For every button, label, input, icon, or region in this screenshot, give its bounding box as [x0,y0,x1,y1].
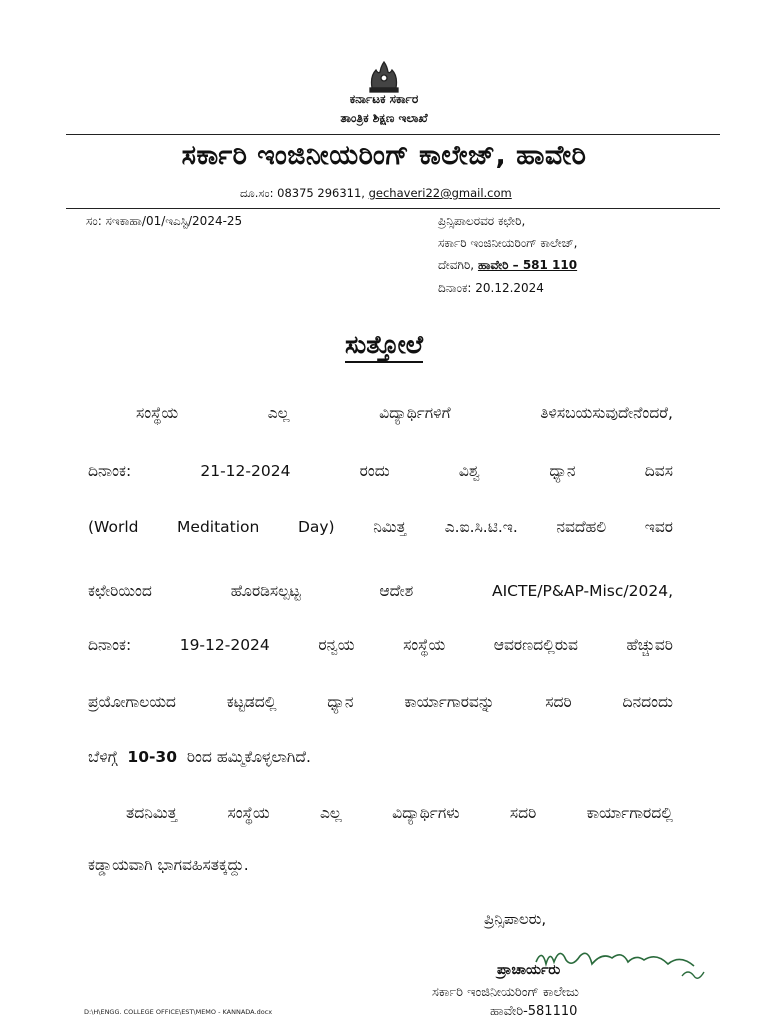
word: ವಿದ್ಯಾರ್ಥಿಗಳಿಗೆ [379,404,451,422]
body-line [88,636,673,655]
word: ಸಂಸ್ಥೆಯ [136,404,179,422]
address-line: ಸರ್ಕಾರಿ ಇಂಜಿನೀಯರಿಂಗ್ ಕಾಲೇಜ್, [438,236,578,250]
word: ರಂದು [359,462,390,480]
word: ಧ್ಯಾನ [327,693,354,711]
college-seal-line: ಸರ್ಕಾರಿ ಇಂಜಿನೀಯರಿಂಗ್ ಕಾಲೇಜು [432,985,579,1000]
divider [66,208,720,209]
address-city-pin: ಹಾವೇರಿ – 581 110 [477,258,578,272]
word: ಸದರಿ [545,693,572,711]
body-line [88,693,673,712]
word: ಬೆಳಿಗ್ಗೆ [88,748,118,766]
department-name: ತಾಂತ್ರಿಕ ಶಿಕ್ಷಣ ಇಲಾಖೆ [340,111,428,125]
word: ಎ.ಐ.ಸಿ.ಟಿ.ಇ. [444,518,518,536]
word: ಆದೇಶ [379,582,414,600]
heading-text: ಸುತ್ತೋಲೆ [345,330,423,363]
government-emblem-icon [366,58,402,96]
word: ತಿಳಿಸಬಯಸುವುದೇನೆಂದರೆ, [540,404,673,422]
word: AICTE/P&AP-Misc/2024, [492,582,673,600]
word: ಭಾಗವಹಿಸತಕ್ಕದ್ದು. [157,856,249,874]
word: Day) [297,518,335,536]
word: ಧ್ಯಾನ [549,462,576,480]
word: ದಿನದಂದು [622,693,673,711]
word: ಕಛೇರಿಯಿಂದ [88,582,152,600]
divider [66,134,720,135]
word: ಕಟ್ಟಡದಲ್ಲಿ [226,693,277,711]
place-line: ಹಾವೇರಿ-581110 [490,1004,578,1019]
word: ಸಂಸ್ಥೆಯ [403,636,446,654]
body-line [88,518,673,537]
word: ವಿದ್ಯಾರ್ಥಿಗಳು [392,804,460,822]
phone-number: ದೂ.ಸಂ: 08375 296311, [240,186,365,200]
body-line [136,404,673,423]
word: ಪ್ರಯೋಗಾಲಯದ [88,693,176,711]
word: ಕಾರ್ಯಾಗಾರದಲ್ಲಿ [586,804,673,822]
word: Meditation [177,518,260,536]
designation: ಪ್ರಾಚಾರ್ಯರು [497,962,561,978]
word: ಇವರ [644,518,673,536]
word: ರಿಂದ [186,748,212,766]
word: 21-12-2024 [200,462,291,480]
word: ಹಮ್ಮಿಕೊಳ್ಳಲಾಗಿದೆ. [216,748,311,766]
address-line [438,258,577,273]
contact-line [240,186,512,201]
word: ಹೆಚ್ಚುವರಿ [626,636,673,654]
word: ಹೊರಡಿಸಲ್ಪಟ್ಟ [230,582,301,600]
letter-date: ದಿನಾಂಕ: 20.12.2024 [438,281,544,295]
time-value: 10-30 [127,748,177,766]
circular-heading [0,330,768,360]
word: ಕಡ್ಡಾಯವಾಗಿ [88,856,153,874]
word: ತದನಿಮಿತ್ತ [126,804,178,822]
word: ದಿವಸ [644,462,673,480]
word: (World [88,518,139,536]
word: ದಿನಾಂಕ: [88,636,132,654]
word: ಸದರಿ [509,804,537,822]
address-line: ಪ್ರಿನ್ಸಿಪಾಲರವರ ಕಛೇರಿ, [438,214,526,228]
word: ನಿಮಿತ್ತ [373,518,407,536]
body-line [88,582,673,601]
body-line [88,462,673,481]
email-link[interactable]: gechaveri22@gmail.com [368,186,512,200]
file-path-footer: D:\H\ENGG. COLLEGE OFFICE\EST\MEMO - KANNADA.docx [84,1008,273,1016]
word: ಎಲ್ಲ [319,804,342,822]
college-name: ಸರ್ಕಾರಿ ಇಂಜಿನೀಯರಿಂಗ್ ಕಾಲೇಜ್, ಹಾವೇರಿ [181,140,587,171]
word: 19-12-2024 [179,636,270,654]
closing-salutation: ಪ್ರಿನ್ಸಿಪಾಲರು, [484,910,547,928]
word: ರನ್ವಯ [318,636,355,654]
word: ದಿನಾಂಕ: [88,462,132,480]
word: ನವದೆಹಲಿ [556,518,607,536]
government-name: ಕರ್ನಾಟಕ ಸರ್ಕಾರ [349,92,419,106]
address-area: ದೇವಗಿರಿ, [438,258,475,272]
body-line [88,856,249,875]
word: ಕಾರ್ಯಾಗಾರವನ್ನು [404,693,495,711]
word: ವಿಶ್ವ [458,462,481,480]
reference-number: ಸಂ: ಸಇಕಾಹಾ/01/ಇಎಸ್ಟಿ/2024-25 [86,214,243,228]
word: ಸಂಸ್ಥೆಯ [227,804,270,822]
word: ಆವರಣದಲ್ಲಿರುವ [493,636,578,654]
body-line [88,748,311,767]
word: ಎಲ್ಲ [267,404,290,422]
body-line [126,804,673,823]
